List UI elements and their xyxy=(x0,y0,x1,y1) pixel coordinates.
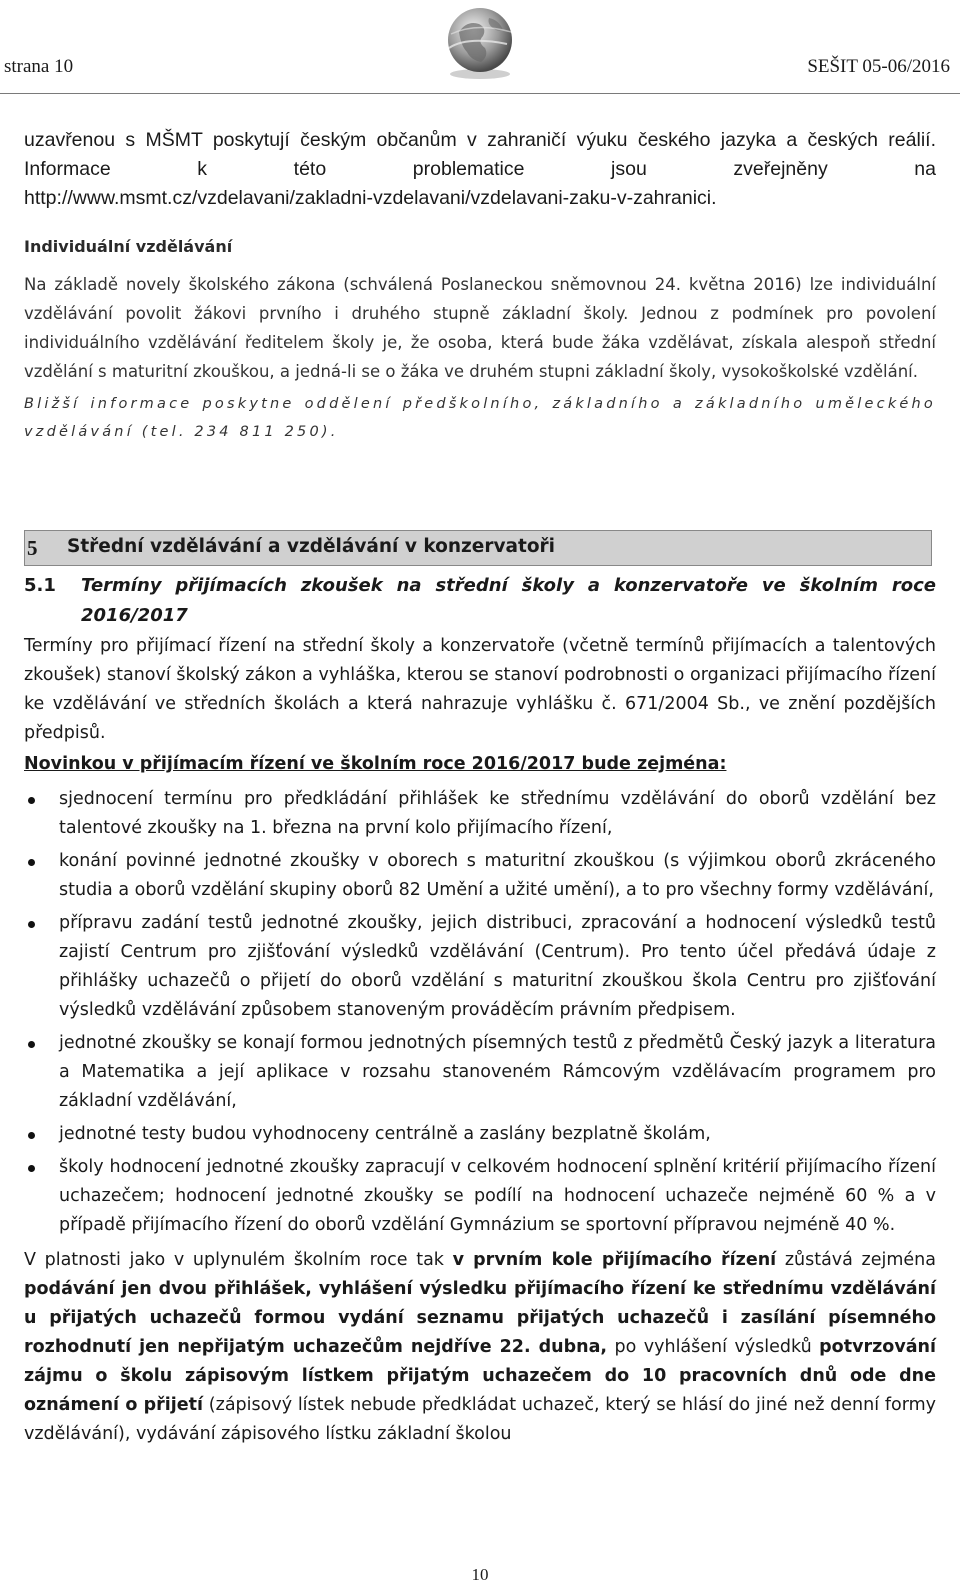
list-item: jednotné zkoušky se konají formou jednotných písemných testů z předmětů Český jazyk a literatura a Matematika a její aplikace v rozsahu stanoveném Rámcovým vzdělávacím programem pro základní vzdělávání, xyxy=(24,1029,936,1116)
intro-text: uzavřenou s MŠMT poskytují českým občanům v zahraničí výuku českého jazyka a českých reálií. Informace k této problematice jsou zveřejněny na xyxy=(24,129,936,180)
header-divider xyxy=(0,93,960,94)
section-number: 5 xyxy=(27,536,38,560)
list-item: přípravu zadání testů jednotné zkoušky, jejich distribuci, zpracování a hodnocení výsledků testů zajistí Centrum pro zjišťování výsledků vzdělávání (Centrum). Pro tento účel předává údaje z přihlášky uchazečů o přijetí do oborů vzdělání s maturitní zkouškou škola Centru pro zjišťování výsledků vzdělávání způsobem stanoveným prováděcím právním předpisem. xyxy=(24,909,936,1025)
body-paragraph: Termíny pro přijímací řízení na střední školy a konzervatoře (včetně termínů přijímacích a talentových zkoušek) stanoví školský zákon a vyhláška, kterou se stanoví podrobnosti o organizaci přijímacího řízení ke vzdělávání ve středních školách a která nahrazuje vyhlášku č. 671/2004 Sb., ve znění pozdějších předpisů. xyxy=(24,636,936,743)
final-paragraph: V platnosti jako v uplynulém školním roce tak v prvním kole přijímacího řízení zůstává zejména podávání jen dvou přihlášek, vyhlášení výsledku přijímacího řízení ke střednímu vzdělávání u přijatých uchazečů formou vydání seznamu přijatých uchazečů i zasílání písemného rozhodnutí jen nepřijatým uchazečům nejdříve 22. dubna, po vyhlášení výsledků potvrzování zájmu o školu zápisovým lístkem přijatým uchazečem do 10 pracovních dnů ode dne oznámení o přijetí (zápisový lístek nebude předkládat uchazeč, který se hlásí do jiné než denní formy vzdělávání), vydávání zápisového lístku základní školou xyxy=(24,1250,937,1444)
subsection-number: 5.1 xyxy=(24,575,56,596)
subsection-title: Termíny přijímacích zkoušek na střední školy a konzervatoře ve školním roce 2016/2017 xyxy=(81,575,936,626)
list-item: školy hodnocení jednotné zkoušky zapracují v celkovém hodnocení splnění kritérií přijímacího řízení uchazečem; hodnocení jednotné zkoušky se podílí na hodnocení uchazeče nejméně 60 % a v případě přijímacího řízení do oborů vzdělání Gymnázium se sportovní přípravou nejméně 40 %. xyxy=(24,1153,936,1240)
bullet-icon xyxy=(28,1132,35,1139)
bullet-icon xyxy=(28,797,35,804)
novelty-lead: Novinkou v přijímacím řízení ve školním roce 2016/2017 bude zejména: xyxy=(24,754,727,774)
list-item: sjednocení termínu pro předkládání přihlášek ke střednímu vzdělávání do oborů vzdělání bez talentové zkoušky na 1. března na první kolo přijímacího řízení, xyxy=(24,785,936,843)
intro-link[interactable]: http://www.msmt.cz/vzdelavani/zakladni-vzdelavani/vzdelavani-zaku-v-zahranici. xyxy=(24,187,717,209)
section-title: Střední vzdělávání a vzdělávání v konzervatoři xyxy=(67,536,556,557)
list-item: konání povinné jednotné zkoušky v oborech s maturitní zkouškou (s výjimkou oborů zkráceného studia a oborů vzdělání skupiny oborů 82 Umění a užité umění), a to pro všechny formy vzdělávání, xyxy=(24,847,936,905)
bullet-icon xyxy=(28,859,35,866)
intro-block xyxy=(24,126,936,446)
subsection-heading xyxy=(24,571,936,631)
list-item: jednotné testy budou vyhodnoceny centrálně a zaslány bezplatně školám, xyxy=(24,1120,936,1149)
individual-education-note: Bližší informace poskytne oddělení předškolního, základního a základního uměleckého vzdělávání (tel. 234 811 250). xyxy=(24,396,936,440)
globe-logo-icon xyxy=(437,2,523,82)
bullet-icon xyxy=(28,1041,35,1048)
individual-education-title: Individuální vzdělávání xyxy=(24,237,233,256)
main-body xyxy=(24,632,936,1449)
header-page-label: strana 10 xyxy=(4,56,74,77)
novelty-list xyxy=(24,785,936,1240)
bullet-icon xyxy=(28,1165,35,1172)
page-number: 10 xyxy=(471,1565,489,1584)
individual-education-text: Na základě novely školského zákona (schválená Poslaneckou sněmovnou 24. května 2016) lze individuální vzdělávání povolit žákovi prvního i druhého stupně základní školy. Jednou z podmínek pro povolení individuálního vzdělávání ředitelem školy je, že osoba, která bude žáka vzdělávat, získala alespoň střední vzdělání s maturitní zkouškou, a jedná-li se o žáka ve druhém stupni základní školy, vysokoškolské vzdělání. xyxy=(24,275,936,381)
page-header xyxy=(0,0,960,100)
section-heading xyxy=(24,530,932,566)
header-issue-label: SEŠIT 05-06/2016 xyxy=(807,56,950,77)
intro-paragraph xyxy=(24,126,936,213)
bullet-icon xyxy=(28,921,35,928)
